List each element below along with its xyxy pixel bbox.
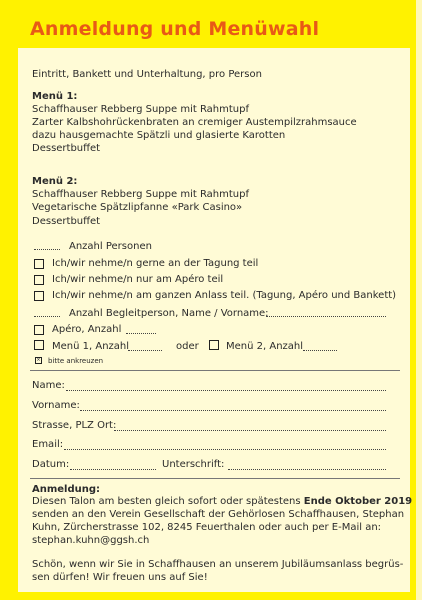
unterschrift-field[interactable] [228,469,386,470]
form-panel [18,48,413,592]
count-blank[interactable] [34,249,60,250]
datum-field[interactable] [70,469,156,470]
companions-name-line[interactable] [266,316,386,317]
apero-count-line[interactable] [126,333,156,334]
deadline-text: Ende Oktober 2019 [303,496,413,507]
menu2-checkbox[interactable] [209,340,219,350]
unterschrift-label: Unterschrift: [162,459,225,470]
menu1-heading: Menü 1: [32,91,78,102]
header-band [0,0,416,48]
closing-line: sen dürfen! Wir freuen uns auf Sie! [32,572,208,583]
menu1-line: Dessertbuffet [32,143,101,154]
strasse-field[interactable] [114,430,386,431]
section-divider [30,478,400,479]
datum-label: Datum: [32,459,70,470]
menu1-count-line[interactable] [128,350,162,351]
menu1-line: dazu hausgemachte Spätzli und glasierte Karotten [32,130,286,141]
hint-text: bitte ankreuzen [48,357,104,365]
count-label: Anzahl Personen [69,241,152,252]
vorname-field[interactable] [80,410,386,411]
page-title: Anmeldung und Menüwahl [30,18,320,40]
menu2-count-label: Menü 2, Anzahl [226,341,304,352]
companions-count-blank[interactable] [34,316,60,317]
option-checkbox-ganzer-anlass[interactable] [34,291,44,301]
or-label: oder [176,341,199,352]
menu2-heading: Menü 2: [32,176,78,187]
section-divider [30,370,400,371]
email-label: Email: [32,439,64,450]
email-link[interactable]: stephan.kuhn@ggsh.ch [32,535,150,546]
menu1-checkbox[interactable] [34,340,44,350]
strasse-label: Strasse, PLZ Ort: [32,420,117,431]
menu1-count-label: Menü 1, Anzahl [52,341,130,352]
crossed-box-icon: × [36,357,41,363]
menu1-line: Zarter Kalbshohrückenbraten an cremiger Austempilzrahmsauce [32,117,357,128]
apero-checkbox[interactable] [34,325,44,335]
menu2-count-line[interactable] [303,350,337,351]
option-checkbox-tagung[interactable] [34,259,44,269]
menu2-line: Dessertbuffet [32,216,101,227]
option-label: Ich/wir nehme/n am ganzen Anlass teil. (Tagung, Apéro und Bankett) [52,290,397,301]
registration-line: senden an den Verein Gesellschaft der Gehörlosen Schaffhausen, Stephan [32,509,405,520]
option-label: Ich/wir nehme/n nur am Apéro teil [52,274,224,285]
option-checkbox-apero[interactable] [34,275,44,285]
registration-heading: Anmeldung: [32,484,101,495]
vorname-label: Vorname: [32,400,80,411]
intro-text: Eintritt, Bankett und Unterhaltung, pro Person [32,69,262,80]
registration-line: Kuhn, Zürcherstrasse 102, 8245 Feuerthalen oder auch per E-Mail an: [32,522,382,533]
menu1-line: Schaffhauser Rebberg Suppe mit Rahmtupf [32,104,250,115]
menu2-line: Schaffhauser Rebberg Suppe mit Rahmtupf [32,189,250,200]
apero-label: Apéro, Anzahl [52,324,122,335]
registration-text: Diesen Talon am besten gleich sofort oder spätestens [32,496,304,507]
option-label: Ich/wir nehme/n gerne an der Tagung teil [52,258,259,269]
name-field[interactable] [66,390,386,391]
closing-line: Schön, wenn wir Sie in Schaffhausen an unserem Jubiläumsanlass begrüs- [32,559,404,570]
companions-label: Anzahl Begleitperson, Name / Vorname: [69,308,269,319]
email-field[interactable] [64,449,386,450]
menu2-line: Vegetarische Spätzlipfanne «Park Casino» [32,202,243,213]
name-label: Name: [32,380,65,391]
registration-line [32,495,412,508]
